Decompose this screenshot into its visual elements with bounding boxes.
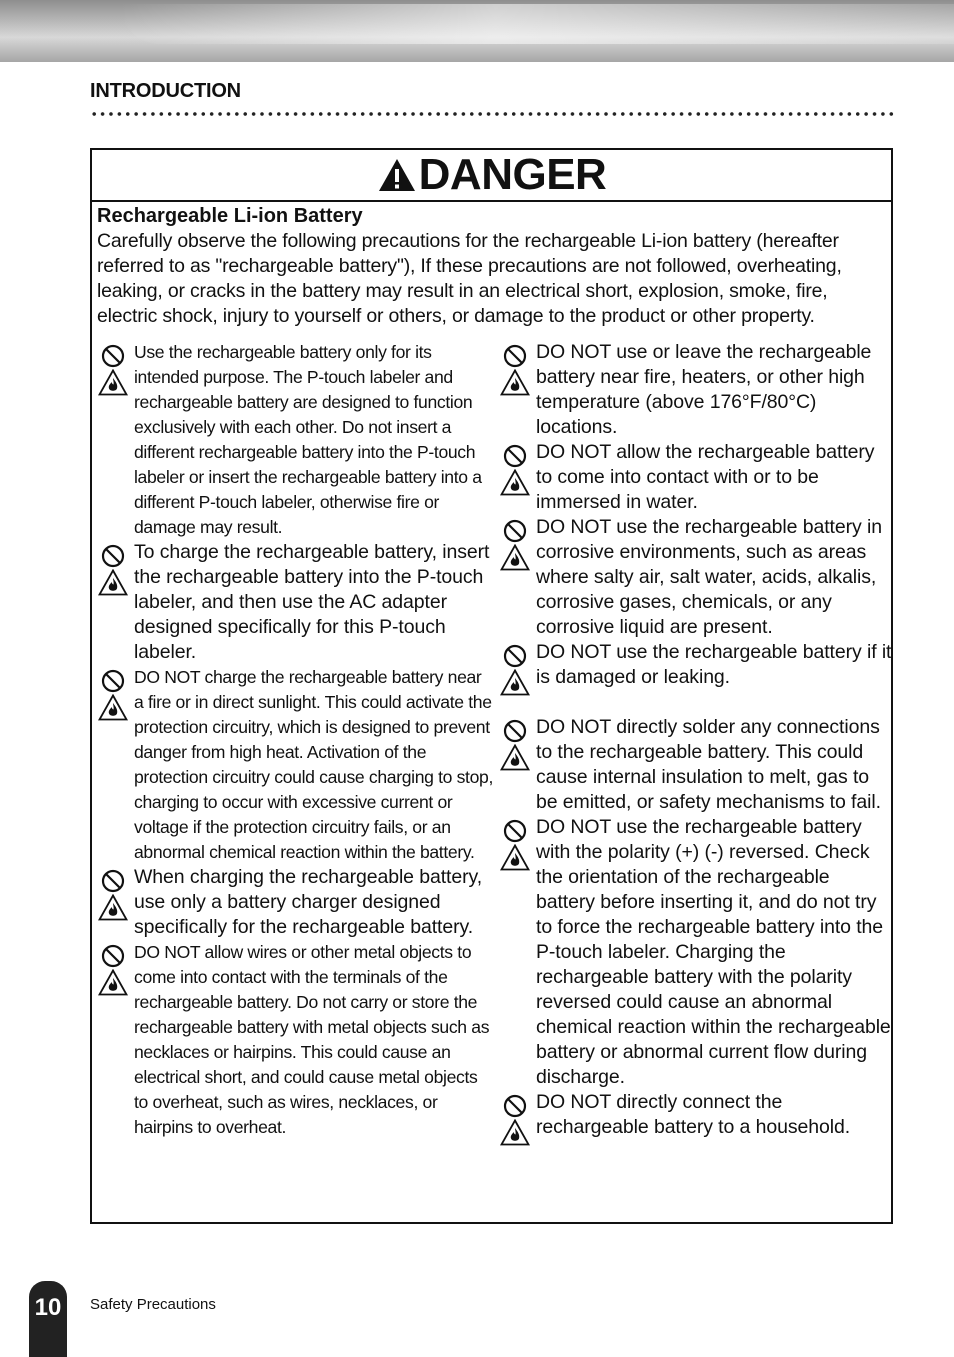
- item-icons: [500, 444, 530, 496]
- item-text: Use the rechargeable battery only for its intended purpose. The P-touch labeler and rechargeable battery are designed to function exclusively with each other. Do not insert a different rechargeable battery into the P-touch labeler or insert the rechargeable battery into a different P-touch labeler, otherwise fire or damage may result.: [134, 342, 482, 537]
- prohibition-icon: [101, 944, 125, 968]
- item-text: DO NOT allow wires or other metal objects to come into contact with the terminals of the rechargeable battery. Do not carry or store the rechargeable battery with metal objects such as necklaces or hairpins. This could cause an electrical short, and could cause metal objects to overheat, such as wires, necklaces, or hairpins to overheat.: [134, 942, 490, 1137]
- prohibition-icon: [503, 444, 527, 468]
- precaution-item: [500, 715, 892, 815]
- item-icons: [500, 819, 530, 871]
- item-icons: [98, 344, 128, 396]
- item-icons: [98, 944, 128, 996]
- item-icons: [98, 869, 128, 921]
- fire-warning-icon: [98, 369, 128, 396]
- warning-triangle-icon: [377, 157, 417, 193]
- right-column: [500, 340, 892, 1140]
- prohibition-icon: [503, 644, 527, 668]
- prohibition-icon: [503, 719, 527, 743]
- precaution-item: [500, 515, 892, 640]
- item-text: DO NOT directly connect the rechargeable battery to a household.: [536, 1091, 851, 1138]
- prohibition-icon: [101, 669, 125, 693]
- item-text: DO NOT charge the rechargeable battery near a fire or in direct sunlight. This could activate the protection circuitry, which is designed to prevent danger from high heat. Activation of the protection circuitry could cause charging to stop, charging to occur with excessive current or voltage if the protection circuitry fails, or an abnormal chemical reaction within the battery.: [134, 667, 494, 862]
- fire-warning-icon: [500, 544, 530, 571]
- fire-warning-icon: [500, 844, 530, 871]
- precaution-item: [98, 540, 494, 665]
- fire-warning-icon: [98, 969, 128, 996]
- item-text: DO NOT use or leave the rechargeable battery near fire, heaters, or other high temperature (above 176°F/80°C) locations.: [536, 341, 872, 438]
- fire-warning-icon: [500, 369, 530, 396]
- item-text: To charge the rechargeable battery, insert the rechargeable battery into the P-touch labeler, and then use the AC adapter designed specifically for this P-touch labeler.: [134, 541, 490, 663]
- prohibition-icon: [503, 519, 527, 543]
- fire-warning-icon: [98, 694, 128, 721]
- item-text: When charging the rechargeable battery, use only a battery charger designed specifically for the rechargeable battery.: [134, 866, 483, 938]
- prohibition-icon: [101, 344, 125, 368]
- page-number: 10: [34, 1294, 62, 1321]
- item-icons: [500, 644, 530, 696]
- dotted-divider: [90, 110, 896, 118]
- header-sheen: [120, 4, 954, 44]
- precaution-item: [500, 340, 892, 440]
- precaution-item: [500, 640, 892, 715]
- item-icons: [500, 519, 530, 571]
- prohibition-icon: [101, 544, 125, 568]
- prohibition-icon: [101, 869, 125, 893]
- prohibition-icon: [503, 819, 527, 843]
- item-text: DO NOT use the rechargeable battery in corrosive environments, such as areas where salty air, salt water, acids, alkalis, corrosive gases, chemicals, or any corrosive liquid are present.: [536, 516, 882, 638]
- item-text: DO NOT use the rechargeable battery if it is damaged or leaking.: [536, 641, 892, 688]
- intro-text: Carefully observe the following precautions for the rechargeable Li-ion battery (hereafter referred to as "rechargeable battery"), If these precautions are not followed, overheating, leaking, or cracks in the battery may result in an electrical short, explosion, smoke, fire, electric shock, injury to yourself or others, or damage to the product or other property.: [97, 230, 842, 327]
- intro-block: [92, 202, 891, 329]
- section-heading: INTRODUCTION: [90, 80, 241, 102]
- item-icons: [500, 344, 530, 396]
- fire-warning-icon: [500, 469, 530, 496]
- item-spacer: [536, 690, 892, 715]
- header-band: [0, 0, 954, 62]
- fire-warning-icon: [98, 894, 128, 921]
- item-text: DO NOT directly solder any connections to the rechargeable battery. This could cause internal insulation to melt, gas to be emitted, or safety mechanisms to fail.: [536, 716, 881, 813]
- precaution-item: [98, 940, 494, 1140]
- fire-warning-icon: [500, 669, 530, 696]
- danger-title: [92, 150, 891, 202]
- footer-label: Safety Precautions: [90, 1296, 216, 1313]
- item-text: DO NOT allow the rechargeable battery to come into contact with or to be immersed in water.: [536, 441, 875, 513]
- precaution-item: [98, 665, 494, 865]
- precaution-item: [500, 815, 892, 1090]
- page-number-tab: [29, 1281, 67, 1357]
- fire-warning-icon: [500, 744, 530, 771]
- item-icons: [500, 719, 530, 771]
- item-icons: [98, 669, 128, 721]
- precaution-item: [500, 440, 892, 515]
- prohibition-icon: [503, 344, 527, 368]
- prohibition-icon: [503, 1094, 527, 1118]
- danger-title-text: DANGER: [418, 150, 607, 199]
- precaution-item: [98, 340, 494, 540]
- item-text: DO NOT use the rechargeable battery with the polarity (+) (-) reversed. Check the orientation of the rechargeable battery before inserting it, and do not try to force the rechargeable battery into the P-touch labeler. Charging the rechargeable battery with the polarity reversed could cause an abnormal chemical reaction within the rechargeable battery or abnormal current flow during discharge.: [536, 816, 891, 1088]
- danger-box: [90, 148, 893, 1224]
- precaution-item: [500, 1090, 892, 1140]
- precaution-item: [98, 865, 494, 940]
- fire-warning-icon: [500, 1119, 530, 1146]
- item-icons: [98, 544, 128, 596]
- item-icons: [500, 1094, 530, 1146]
- intro-subtitle: Rechargeable Li-ion Battery: [97, 205, 363, 227]
- fire-warning-icon: [98, 569, 128, 596]
- left-column: [98, 340, 494, 1140]
